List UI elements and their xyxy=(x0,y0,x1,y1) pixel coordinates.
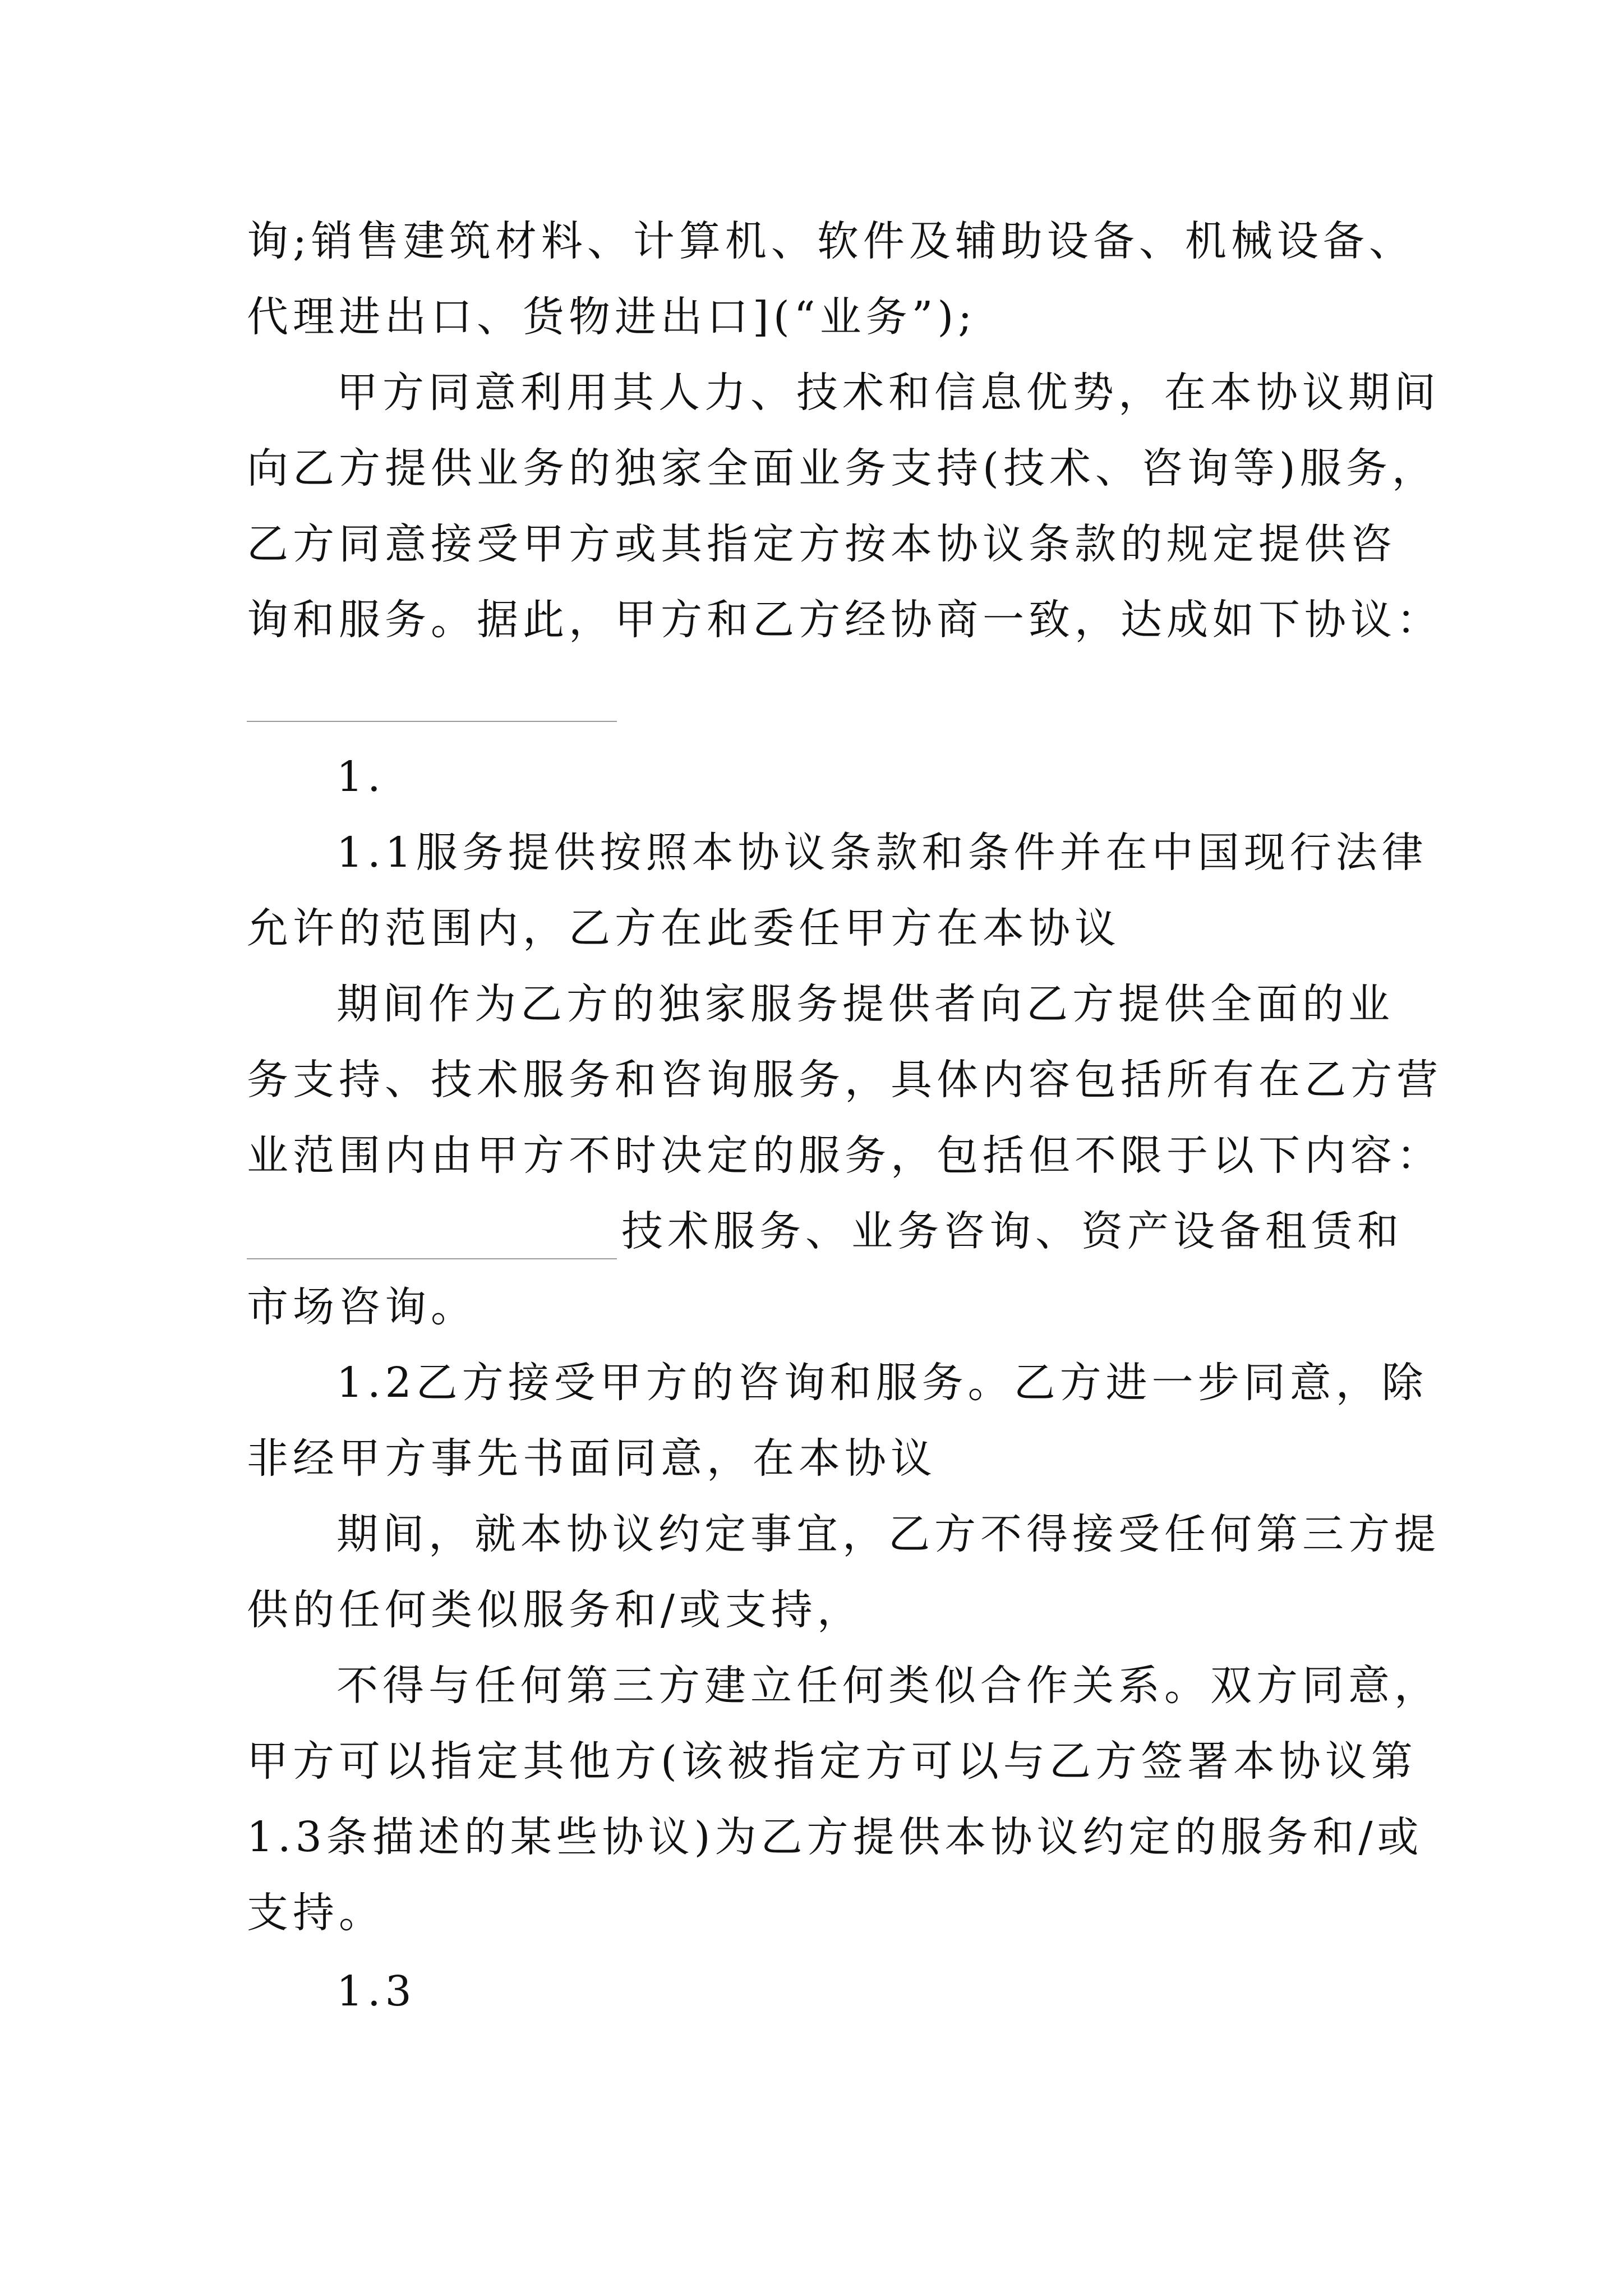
text-line: 甲方可以指定其他方(该被指定方可以与乙方签署本协议第 xyxy=(247,1737,1417,1786)
paragraph-line: 期间作为乙方的独家服务提供者向乙方提供全面的业 xyxy=(336,980,1394,1028)
text-segment: 技术服务、业务咨询、资产设备租赁和 xyxy=(621,1207,1403,1255)
paragraph-line: 期间，就本协议约定事宜，乙方不得接受任何第三方提 xyxy=(336,1510,1440,1558)
text-line: 市场咨询。 xyxy=(247,1283,477,1331)
text-line: 非经甲方事先书面同意，在本协议 xyxy=(247,1434,937,1483)
text-line: 务支持、技术服务和咨询服务，具体内容包括所有在乙方营 xyxy=(247,1056,1442,1104)
text-line: 允许的范围内，乙方在此委任甲方在本协议 xyxy=(247,904,1121,953)
text-line-with-blank xyxy=(247,1203,1403,1259)
clause-line: 1.2乙方接受甲方的咨询和服务。乙方进一步同意，除 xyxy=(336,1359,1428,1407)
text-line: 代理进出口、货物进出口](“业务”); xyxy=(247,293,977,341)
text-line: 支持。 xyxy=(247,1889,385,1937)
text-line: 询;销售建筑材料、计算机、软件及辅助设备、机械设备、 xyxy=(247,217,1415,265)
clause-line: 1.1服务提供按照本协议条款和条件并在中国现行法律 xyxy=(336,829,1428,877)
fill-in-blank xyxy=(247,1219,617,1259)
section-number: 1. xyxy=(336,753,385,801)
clause-number: 1.3 xyxy=(336,1967,416,2016)
text-line: 询和服务。据此，甲方和乙方经协商一致，达成如下协议： xyxy=(247,596,1442,644)
text-line: 乙方同意接受甲方或其指定方按本协议条款的规定提供咨 xyxy=(247,520,1396,568)
paragraph-line: 甲方同意利用其人力、技术和信息优势，在本协议期间 xyxy=(336,369,1440,417)
paragraph-line: 不得与任何第三方建立任何类似合作关系。双方同意， xyxy=(336,1662,1440,1710)
text-line: 向乙方提供业务的独家全面业务支持(技术、咨询等)服务， xyxy=(247,444,1438,493)
text-line: 业范围内由甲方不时决定的服务，包括但不限于以下内容： xyxy=(247,1131,1442,1180)
separator-rule xyxy=(247,721,617,722)
text-line: 供的任何类似服务和/或支持， xyxy=(247,1586,863,1634)
text-line: 1.3条描述的某些协议)为乙方提供本协议约定的服务和/或 xyxy=(247,1813,1423,1861)
